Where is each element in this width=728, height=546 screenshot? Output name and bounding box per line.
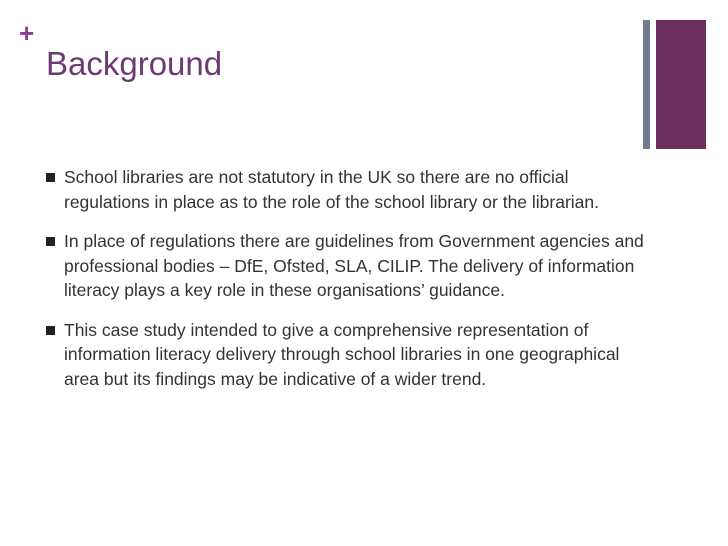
bullet-text: In place of regulations there are guidelines from Government agencies and professional bodies – DfE, Ofsted, SLA, CILIP. The delivery of information literacy plays a key role in these organisations’ guidance. xyxy=(64,231,644,300)
bullet-item xyxy=(44,165,644,214)
bullet-list xyxy=(44,165,644,406)
decorative-bar-thick xyxy=(656,20,706,149)
slide-title: Background xyxy=(46,45,223,82)
square-bullet-icon xyxy=(46,237,55,246)
bullet-text: This case study intended to give a comprehensive representation of information literacy delivery through school libraries in one geographical area but its findings may be indicative of a wider trend. xyxy=(64,319,620,389)
square-bullet-icon xyxy=(46,173,55,182)
square-bullet-icon xyxy=(46,326,55,335)
bullet-item xyxy=(44,229,644,303)
plus-icon: + xyxy=(19,18,35,48)
bullet-text: School libraries are not statutory in the UK so there are no official regulations in place as to the role of the school library or the librarian. xyxy=(64,167,600,212)
bullet-item xyxy=(44,318,644,392)
decorative-bar-thin xyxy=(643,20,650,149)
